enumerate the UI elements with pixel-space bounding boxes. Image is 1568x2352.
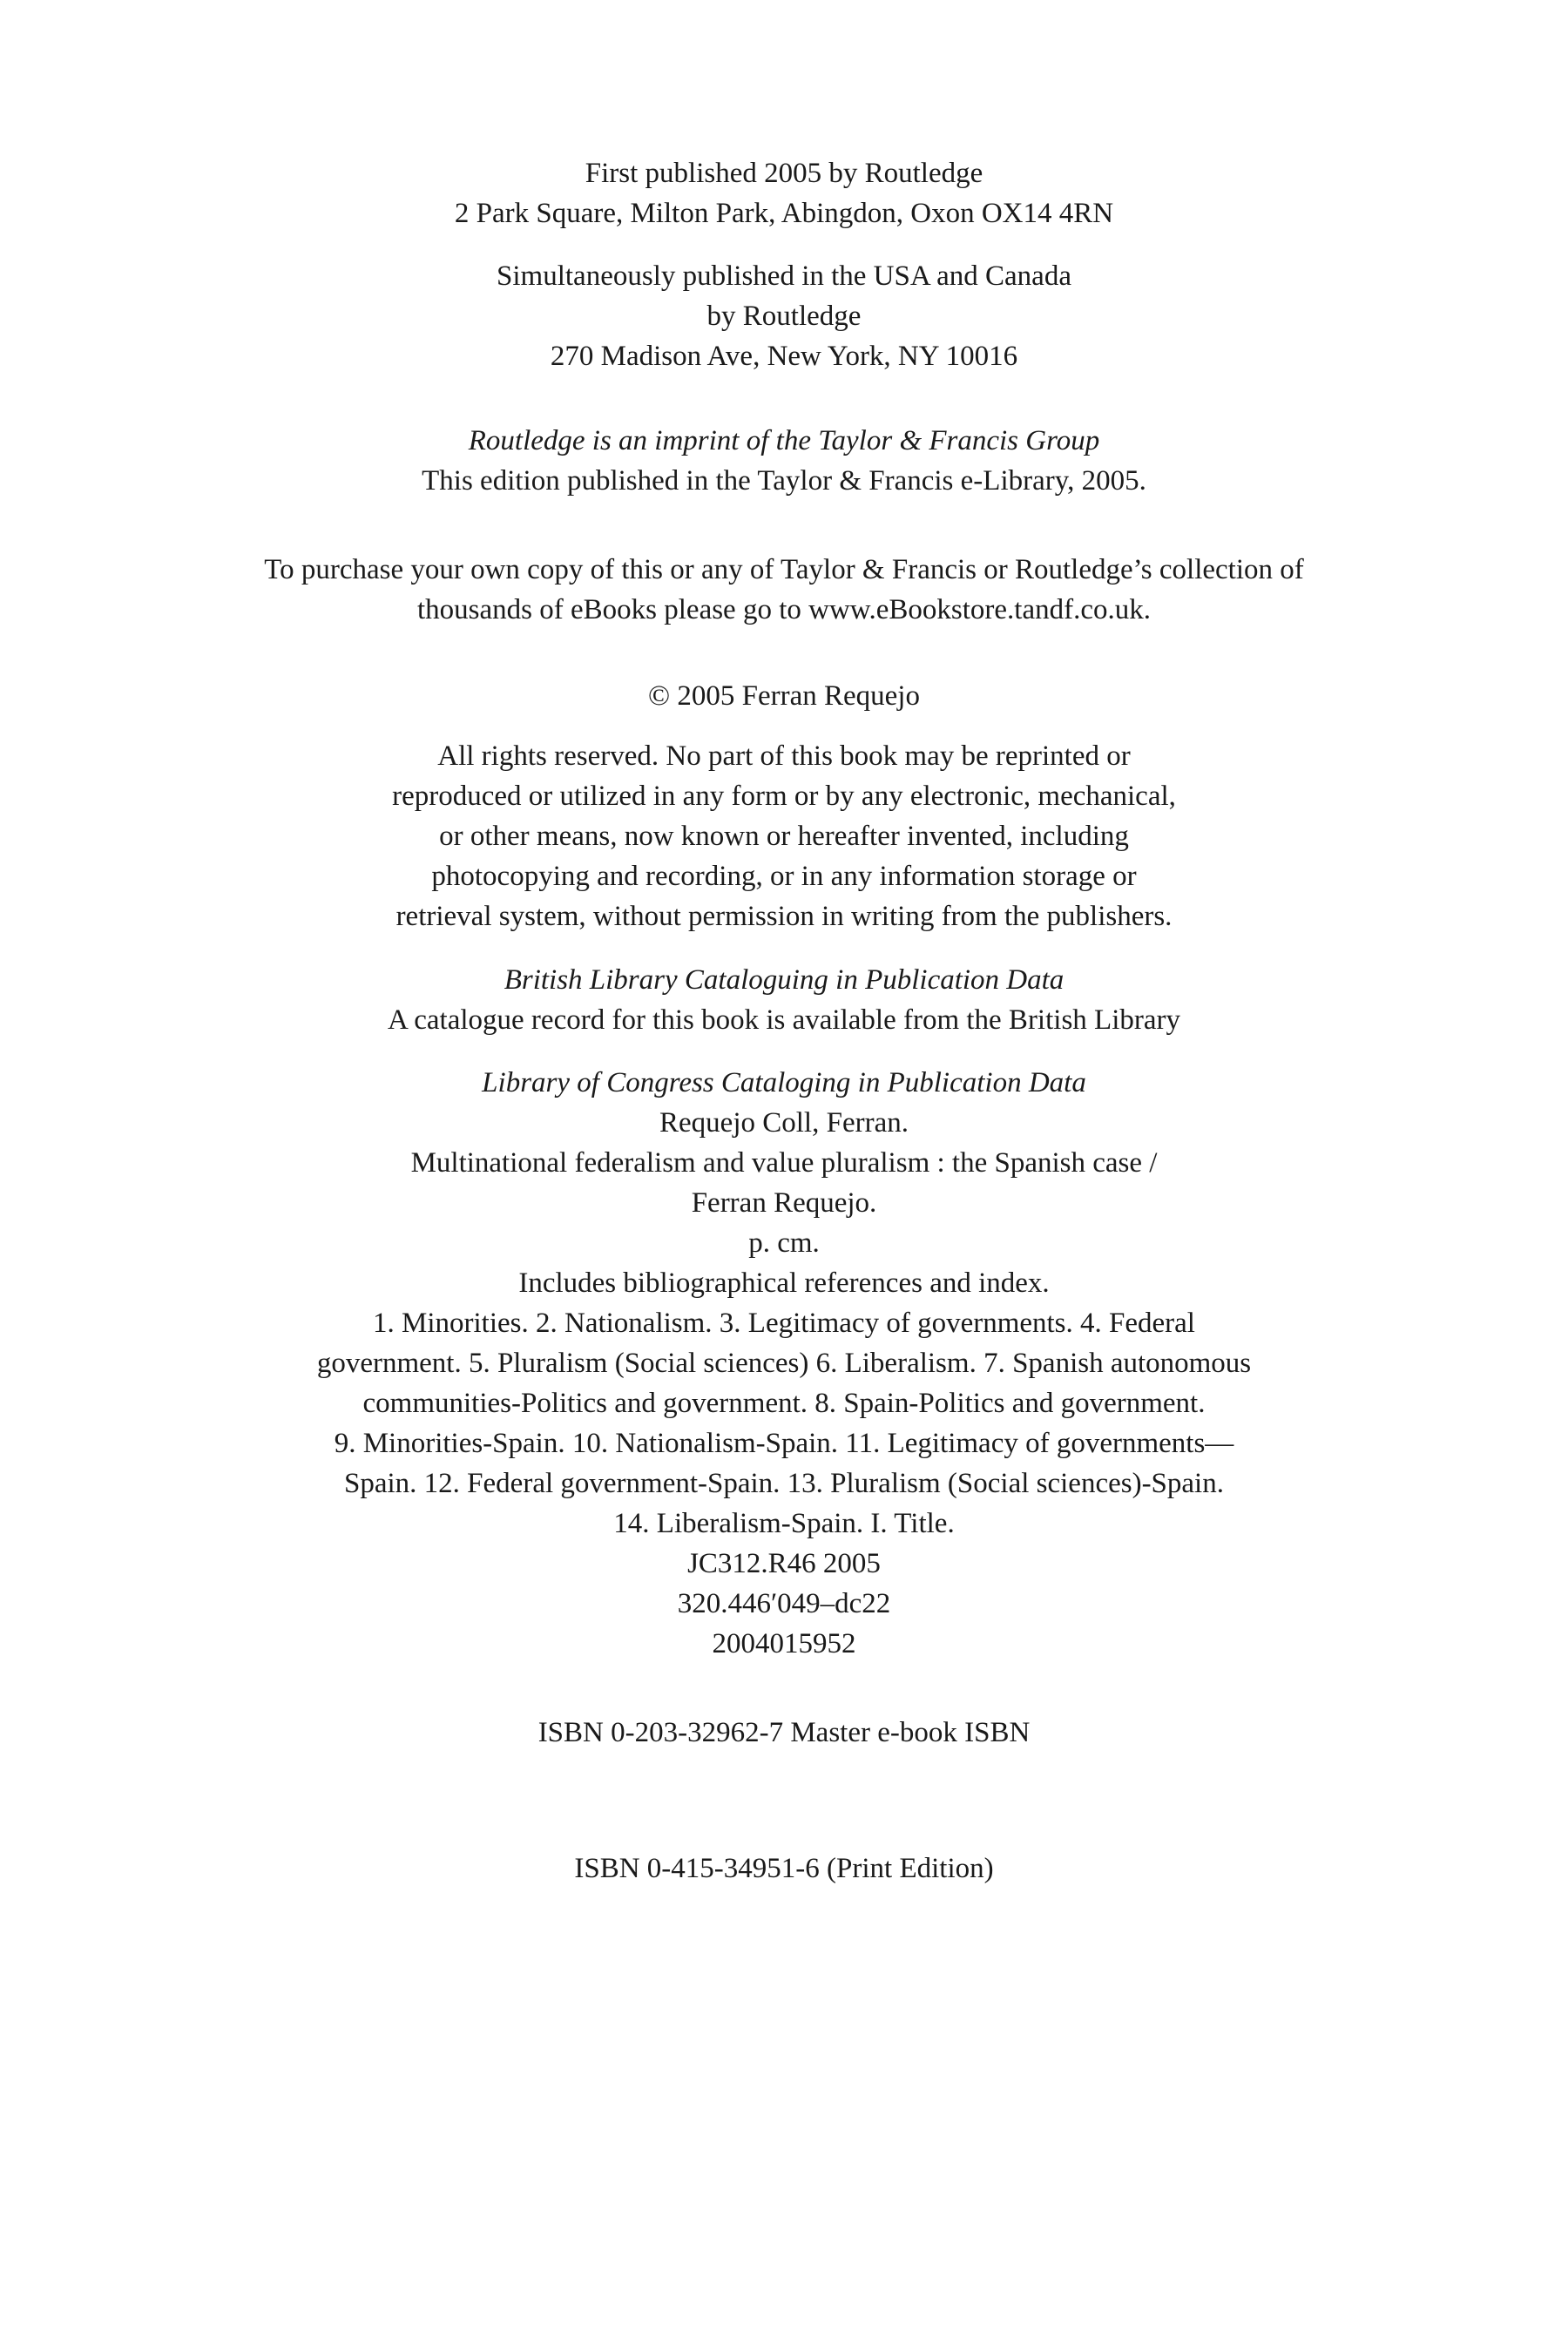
loc-line: p. cm. [748, 1227, 820, 1259]
loc-subject-line: 14. Liberalism-Spain. I. Title. [613, 1508, 955, 1539]
usa-address: 270 Madison Ave, New York, NY 10016 [550, 341, 1018, 372]
isbn-master: ISBN 0-203-32962-7 Master e-book ISBN [537, 1717, 1031, 1748]
rights-line: or other means, now known or hereafter invented, including [439, 821, 1129, 852]
loc-subject-line: 9. Minorities-Spain. 10. Nationalism-Spain. 11. Legitimacy of governments— [334, 1428, 1234, 1459]
loc-call-number: JC312.R46 2005 [687, 1548, 881, 1579]
rights-line: All rights reserved. No part of this book may be reprinted or [437, 740, 1131, 772]
imprint-note: Routledge is an imprint of the Taylor & Francis Group [468, 425, 1100, 456]
isbn-print: ISBN 0-415-34951-6 (Print Edition) [574, 1853, 994, 1884]
loc-subject-line: government. 5. Pluralism (Social sciences) 6. Liberalism. 7. Spanish autonomous [316, 1348, 1252, 1379]
loc-line: Requejo Coll, Ferran. [659, 1107, 909, 1139]
purchase-line-2: thousands of eBooks please go to www.eBookstore.tandf.co.uk. [417, 594, 1151, 625]
publisher-line-1: First published 2005 by Routledge [585, 158, 983, 189]
loc-line: Includes bibliographical references and index. [518, 1267, 1050, 1299]
copyright-notice: © 2005 Ferran Requejo [648, 680, 920, 712]
purchase-line-1: To purchase your own copy of this or any of Taylor & Francis or Routledge’s collection of [264, 554, 1304, 585]
loc-control-number: 2004015952 [712, 1628, 856, 1659]
loc-line: Multinational federalism and value pluralism : the Spanish case / [410, 1147, 1158, 1179]
loc-subject-line: communities-Politics and government. 8. Spain-Politics and government. [362, 1388, 1206, 1419]
loc-dewey-number: 320.446′049–dc22 [677, 1588, 891, 1619]
usa-line-2: by Routledge [706, 301, 862, 332]
usa-line-1: Simultaneously published in the USA and Canada [497, 260, 1071, 292]
loc-heading: Library of Congress Cataloging in Publication Data [482, 1067, 1086, 1098]
british-library-heading: British Library Cataloguing in Publication Data [504, 964, 1064, 996]
rights-line: reproduced or utilized in any form or by any electronic, mechanical, [392, 781, 1176, 812]
loc-line: Ferran Requejo. [691, 1187, 877, 1219]
loc-subject-line: 1. Minorities. 2. Nationalism. 3. Legitimacy of governments. 4. Federal [373, 1308, 1195, 1339]
british-library-text: A catalogue record for this book is available from the British Library [388, 1004, 1180, 1036]
rights-line: photocopying and recording, or in any information storage or [431, 861, 1137, 892]
edition-note: This edition published in the Taylor & Francis e-Library, 2005. [422, 465, 1146, 497]
rights-line: retrieval system, without permission in writing from the publishers. [395, 901, 1173, 932]
loc-subject-line: Spain. 12. Federal government-Spain. 13. Pluralism (Social sciences)-Spain. [344, 1468, 1224, 1499]
publisher-address: 2 Park Square, Milton Park, Abingdon, Oxon OX14 4RN [454, 198, 1114, 229]
